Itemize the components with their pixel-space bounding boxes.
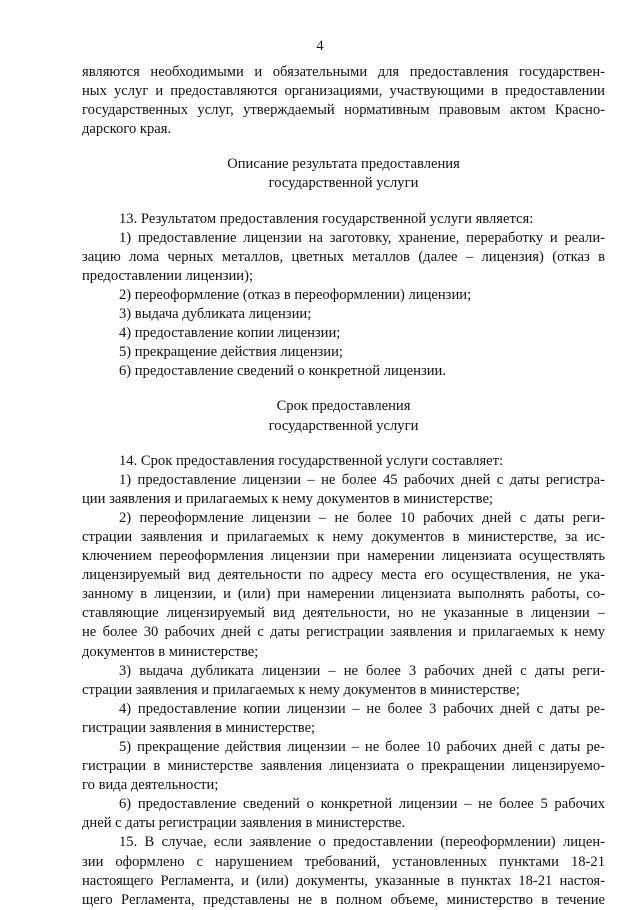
paragraph-13-line: 4) предоставление копии лицензии; — [119, 325, 341, 342]
intro-line: дарского края. — [82, 121, 172, 138]
paragraph-14-line: 14. Срок предоставления государственной услуги составляет: — [119, 452, 504, 469]
paragraph-13-line: 1) предоставление лицензии на заготовку, хранение, переработку и реали- — [119, 229, 605, 246]
paragraph-14-line: 3) выдача дубликата лицензии – не более 3 рабочих дней с даты реги- — [119, 662, 605, 679]
document-body — [82, 63, 605, 910]
paragraph-13-line: 13. Результатом предоставления государственной услуги является: — [119, 210, 534, 227]
paragraph-15-line: щего Регламента, представлены не в полном объеме, министерство в течение — [82, 891, 605, 908]
section-heading-result: Описание результата предоставления — [227, 156, 460, 173]
paragraph-14-line: ции заявления и прилагаемых к нему документов в министерстве; — [82, 490, 494, 507]
paragraph-14-line: страции заявления и прилагаемых к нему документов в министерстве; — [82, 681, 520, 698]
page-number: 4 — [316, 38, 324, 54]
intro-line: ных услуг и предоставляются организациями, участвующими в предоставлении — [82, 83, 605, 100]
paragraph-14-line: документов в министерстве; — [82, 643, 259, 660]
paragraph-13-line: 3) выдача дубликата лицензии; — [119, 306, 312, 323]
section-heading-term: Срок предоставления — [276, 398, 411, 415]
paragraph-13-line: предоставлении лицензии); — [82, 267, 254, 284]
paragraph-14-line: 5) прекращение действия лицензии – не более 10 рабочих дней с даты ре- — [119, 739, 605, 755]
paragraph-14-line: гистрации в министерстве заявления лицензиата о прекращении лицензируемо- — [82, 758, 605, 775]
paragraph-14-line: го вида деятельности; — [82, 777, 219, 794]
paragraph-14-line: занному в лицензии, и (или) при намерении лицензиата выполнять работы, со- — [82, 586, 605, 603]
paragraph-14-line: ставляющие лицензируемый вид деятельности, но не указанные в лицензии – — [82, 605, 605, 622]
paragraph-14-line: не более 30 рабочих дней с даты регистрации заявления и прилагаемых к нему — [82, 624, 605, 641]
paragraph-14-line: 6) предоставление сведений о конкретной лицензии – не более 5 рабочих — [119, 796, 605, 813]
paragraph-13-line: зацию лома черных металлов, цветных металлов (далее – лицензия) (отказ в — [82, 248, 605, 265]
paragraph-14-line: ключением переоформления лицензии при намерении лицензиата осуществлять — [82, 548, 605, 565]
paragraph-14-line: дней с даты регистрации заявления в министерстве. — [82, 815, 406, 832]
paragraph-13-line: 5) прекращение действия лицензии; — [119, 344, 343, 361]
paragraph-13-line: 2) переоформление (отказ в переоформлении) лицензии; — [119, 286, 472, 303]
paragraph-14-line: 2) переоформление лицензии – не более 10 рабочих дней с даты реги- — [119, 509, 605, 526]
paragraph-13-line: 6) предоставление сведений о конкретной лицензии. — [119, 363, 446, 380]
paragraph-15-line: 15. В случае, если заявление о предоставлении (переоформлении) лицен- — [119, 834, 605, 851]
paragraph-14-line: гистрации заявления в министерстве; — [82, 719, 316, 736]
intro-line: являются необходимыми и обязательными для предоставления государствен- — [82, 64, 605, 80]
paragraph-15-line: настоящего Регламента, и (или) документы, указанные в пунктах 18-21 настоя- — [82, 872, 605, 889]
section-heading-term: государственной услуги — [268, 417, 419, 434]
section-heading-result: государственной услуги — [268, 175, 419, 192]
paragraph-14-line: лицензируемый вид деятельности по адресу места его осуществления, не ука- — [82, 567, 605, 584]
paragraph-14-line: страции заявления и прилагаемых к нему документов в министерстве, за ис- — [82, 528, 605, 545]
intro-line: государственных услуг, утверждаемый нормативным правовым актом Красно- — [82, 102, 605, 119]
paragraph-15-line: зии оформлено с нарушением требований, установленных пунктами 18-21 — [82, 853, 605, 870]
paragraph-14-line: 1) предоставление лицензии – не более 45 рабочих дней с даты регистра- — [119, 471, 605, 488]
paragraph-14-line: 4) предоставление копии лицензии – не более 3 рабочих дней с даты ре- — [119, 700, 605, 717]
